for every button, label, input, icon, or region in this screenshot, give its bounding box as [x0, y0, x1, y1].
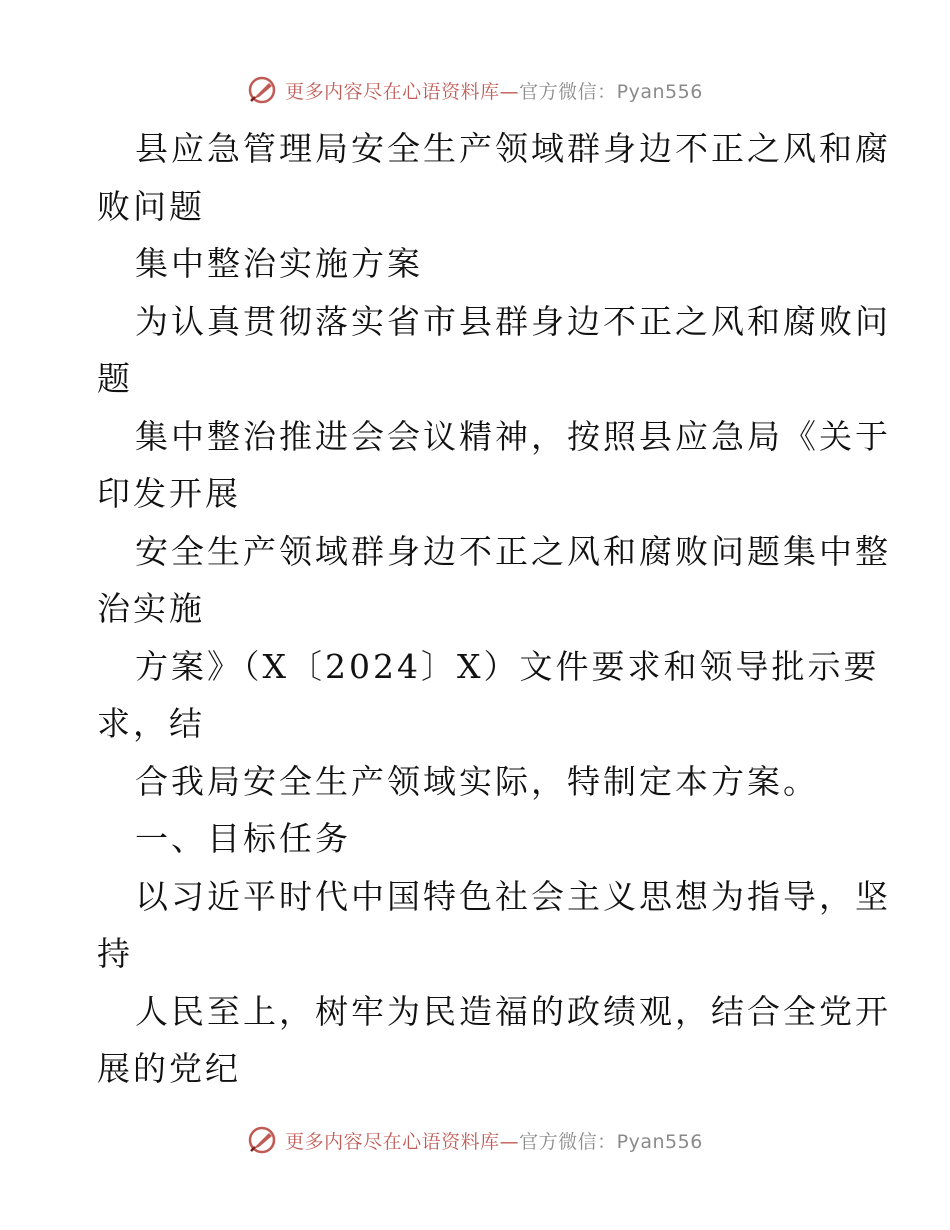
- quill-logo-icon: [247, 1125, 277, 1155]
- document-line: 一、目标任务: [135, 819, 351, 858]
- document-line: 方案》（X〔2024〕X）文件要求和领导批示要: [135, 646, 880, 686]
- document-line: 集中整治推进会会议精神，按照县应急局《关于: [135, 416, 891, 456]
- document-line: 县应急管理局安全生产领域群身边不正之风和腐: [135, 129, 891, 168]
- document-line: 以习近平时代中国特色社会主义思想为指导，坚: [135, 876, 891, 916]
- document-body: [97, 120, 891, 1098]
- document-line: 题: [97, 359, 133, 398]
- document-line: 集中整治实施方案: [135, 244, 423, 283]
- document-line: 展的党纪: [97, 1049, 241, 1088]
- document-line: 求，结: [97, 704, 205, 743]
- document-line: 败问题: [97, 186, 205, 226]
- document-line: 为认真贯彻落实省市县群身边不正之风和腐败问: [135, 301, 891, 341]
- document-line: 合我局安全生产领域实际，特制定本方案。: [135, 761, 819, 801]
- document-line: 印发开展: [97, 474, 241, 513]
- document-line: 持: [97, 934, 133, 973]
- watermark-text: 更多内容尽在心语资料库—官方微信：Pyan556: [285, 80, 703, 103]
- document-line: 治实施: [97, 589, 205, 628]
- quill-logo-icon: [247, 75, 277, 105]
- document-line: 安全生产领域群身边不正之风和腐败问题集中整: [135, 531, 891, 571]
- watermark-text: 更多内容尽在心语资料库—官方微信：Pyan556: [285, 1130, 703, 1153]
- footer-watermark: [0, 1122, 950, 1158]
- header-watermark: [0, 72, 950, 108]
- document-line: 人民至上，树牢为民造福的政绩观，结合全党开: [135, 991, 891, 1031]
